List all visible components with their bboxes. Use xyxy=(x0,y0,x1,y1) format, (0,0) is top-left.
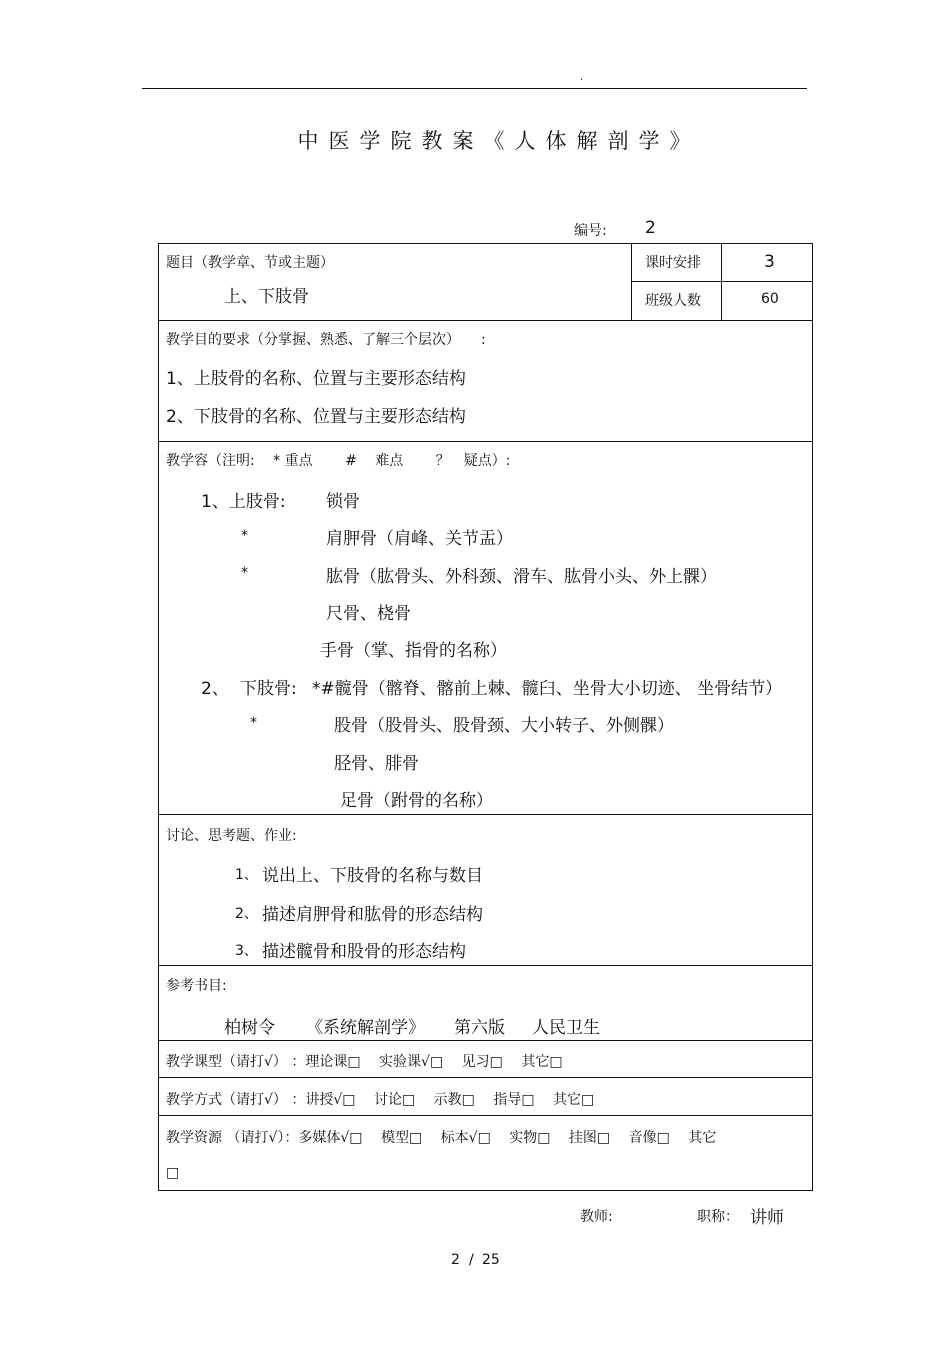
class-size-label: 班级人数 xyxy=(645,293,701,309)
class-size-value: 60 xyxy=(761,291,779,307)
lower-limb-number: 2、 xyxy=(201,679,229,699)
content-item: 肩胛骨（肩峰、关节盂） xyxy=(326,529,513,549)
hours-label: 课时安排 xyxy=(645,255,701,271)
content-item: 股骨（股骨头、股骨颈、大小转子、外侧髁） xyxy=(334,716,674,736)
references-label: 参考书目: xyxy=(166,978,227,994)
topic-value: 上、下肢骨 xyxy=(224,287,309,307)
lower-limb-heading: 下肢骨: xyxy=(240,679,297,699)
key-point-marker: * xyxy=(241,565,248,581)
objective-item: 2、下肢骨的名称、位置与主要形态结构 xyxy=(166,407,466,427)
content-item: 手骨（掌、指骨的名称） xyxy=(320,641,507,661)
upper-limb-heading: 1、上肢骨: xyxy=(201,492,286,512)
reference-publisher: 人民卫生 xyxy=(532,1018,600,1038)
question-number: 3、 xyxy=(235,943,258,959)
key-point-marker: * xyxy=(241,528,248,544)
page-number-separator: / xyxy=(469,1252,474,1268)
teaching-method-row: 教学方式（请打√） ：讲授√□ 讨论□ 示教□ 指导□ 其它□ xyxy=(166,1092,595,1108)
job-title-value: 讲师 xyxy=(750,1208,784,1228)
content-item: 肱骨（肱骨头、外科颈、滑车、肱骨小头、外上髁） xyxy=(326,567,717,587)
page-number-current: 2 xyxy=(451,1252,460,1268)
header-rule xyxy=(142,88,807,89)
reference-edition: 第六版 xyxy=(454,1018,505,1038)
question-text: 描述肩胛骨和肱骨的形态结构 xyxy=(262,905,483,925)
page-title: 中医学院教案《人体解剖学》 xyxy=(297,129,701,153)
key-point-marker: * xyxy=(250,715,257,731)
job-title-label: 职称： xyxy=(697,1209,739,1225)
content-item: 尺骨、桡骨 xyxy=(326,604,411,624)
question-number: 2、 xyxy=(235,906,258,922)
question-number: 1、 xyxy=(235,867,258,883)
reference-author: 柏树令 xyxy=(224,1018,275,1038)
objective-item: 1、上肢骨的名称、位置与主要形态结构 xyxy=(166,369,466,389)
teaching-resources-row: 教学资源 （请打√）：多媒体√□ 模型□ 标本√□ 实物□ 挂图□ 音像□ 其它 xyxy=(166,1130,717,1146)
question-text: 说出上、下肢骨的名称与数目 xyxy=(262,866,483,886)
teacher-label: 教师: xyxy=(580,1209,613,1225)
serial-label: 编号: xyxy=(574,223,607,239)
reference-book: 《系统解剖学》 xyxy=(306,1018,425,1038)
header-dot: . xyxy=(580,72,584,83)
objectives-label: 教学目的要求（分掌握、熟悉、了解三个层次） : xyxy=(166,332,486,348)
content-label: 教学容（注明: * 重点 # 难点 ？ 疑点）: xyxy=(166,453,511,469)
hours-value: 3 xyxy=(764,252,775,272)
page-number-total: 25 xyxy=(482,1252,500,1268)
serial-value: 2 xyxy=(645,218,656,238)
resources-other-checkbox: □ xyxy=(166,1165,180,1181)
content-item: 锁骨 xyxy=(326,492,360,512)
discussion-label: 讨论、思考题、作业: xyxy=(166,828,297,844)
question-text: 描述髋骨和股骨的形态结构 xyxy=(262,942,466,962)
content-item: 胫骨、腓骨 xyxy=(334,754,419,774)
course-type-row: 教学课型（请打√） ：理论课□ 实验课√□ 见习□ 其它□ xyxy=(166,1054,563,1070)
topic-label: 题目（教学章、节或主题） xyxy=(166,255,334,271)
content-item: *#髋骨（髂脊、髂前上棘、髋臼、坐骨大小切迹、 坐骨结节） xyxy=(312,679,783,699)
content-item: 足骨（跗骨的名称） xyxy=(340,791,493,811)
